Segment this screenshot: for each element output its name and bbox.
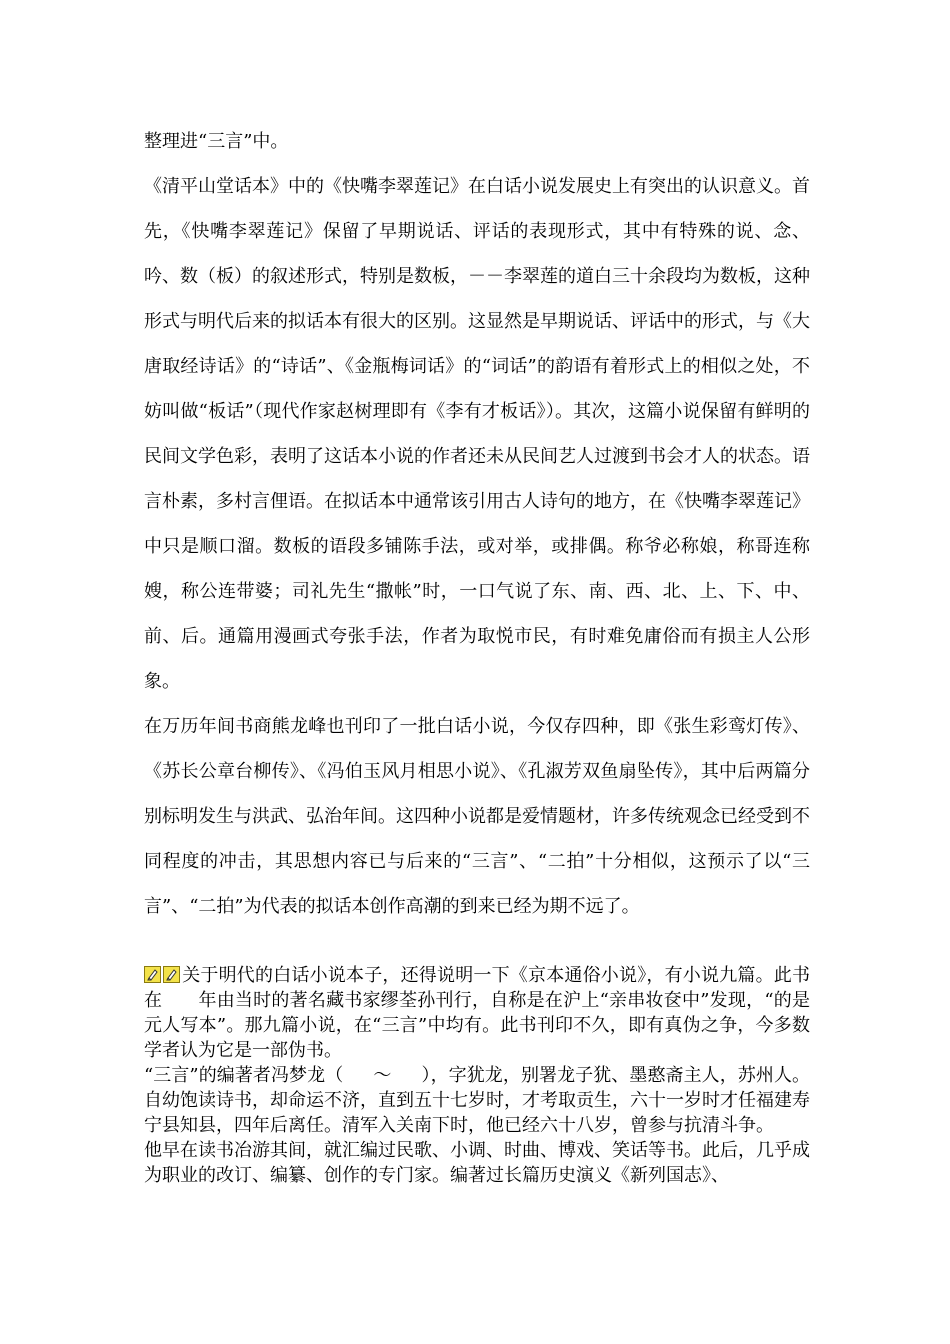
paragraph-text: 此书在 xyxy=(144,965,810,1011)
paragraph-compilations: 他早在读书冶游其间，就汇编过民歌、小调、时曲、博戏、笑话等书。此后，几乎成为职业的改订、编纂、创作的专门家。编著过长篇历史演义《新列国志》、 xyxy=(144,1140,810,1186)
paragraph-jingben xyxy=(144,963,810,1063)
double-spaced-section xyxy=(144,119,810,929)
paragraph-text: “三言”的编著者冯梦龙（ xyxy=(144,1065,344,1086)
paragraph-xiong-longfeng: 在万历年间书商熊龙峰也刊印了一批白话小说，今仅存四种，即《张生彩鸾灯传》、《苏长公章台柳传》、《冯伯玉风月相思小说》、《孔淑芳双鱼扇坠传》，其中后两篇分别标明发生与洪武、弘治年间。这四种小说都是爱情题材，许多传统观念已经受到不同程度的冲击，其思想内容已与后来的“三言”、“二拍”十分相似，这预示了以“三言”、“二拍”为代表的拟话本创作高潮的到来已经为期不远了。 xyxy=(144,716,810,917)
note-marker-icon[interactable] xyxy=(163,966,180,983)
paragraph-continuation: 整理进“三言”中。 xyxy=(144,131,289,152)
paragraph-feng-menglong xyxy=(144,1063,810,1138)
paragraph-li-cuilian: 《清平山堂话本》中的《快嘴李翠莲记》在白话小说发展史上有突出的认识意义。首先，《快嘴李翠莲记》保留了早期说话、评话的表现形式，其中有特殊的说、念、吟、数（板）的叙述形式，特别是数板，－－李翠莲的道白三十余段均为数板，这种形式与明代后来的拟话本有很大的区别。这显然是早期说话、评话中的形式，与《大唐取经诗话》的“诗话”、《金瓶梅词话》的“词话”的韵语有着形式上的相似之处，不妨叫做“板话”（现代作家赵树理即有《李有才板话》）。其次，这篇小说保留有鲜明的民间文学色彩，表明了这话本小说的作者还未从民间艺人过渡到书会才人的状态。语言朴素，多村言俚语。在拟话本中通常该引用古人诗句的地方，在《快嘴李翠莲记》中只是顺口溜。数板的语段多铺陈手法，或对举，或排偶。称爷必称娘，称哥连称嫂，称公连带婆；司礼先生“撒帐”时，一口气说了东、南、西、北、上、下、中、前、后。通篇用漫画式夸张手法，作者为取悦市民，有时难免庸俗而有损主人公形象。 xyxy=(144,176,810,692)
paragraph-text: 年由当时的著名藏书家缪荃孙刊行，自称是在沪上“亲串妆奁中”发现，“的是元人写本”。那九篇小说，在“三言”中均有。此书刊印不久，即有真伪之争，今多数学者认为它是一部伪书。 xyxy=(144,990,810,1061)
note-marker-icon[interactable] xyxy=(144,966,161,983)
date-range-separator: ～ xyxy=(373,1065,392,1086)
paragraph-text: ），字犹龙，别署龙子犹、墨憨斋主人，苏州人。自幼饱读诗书，却命运不济，直到五十七岁时，才考取贡生，六十一岁时才任福建寿宁县知县，四年后离任。清军入关南下时，他已经六十八岁，曾参与抗清斗争。 xyxy=(144,1065,811,1136)
paragraph-text: 关于明代的白话小说本子，还得说明一下《京本通俗小说》，有小说九篇。 xyxy=(182,965,774,986)
single-spaced-section xyxy=(144,963,810,1188)
